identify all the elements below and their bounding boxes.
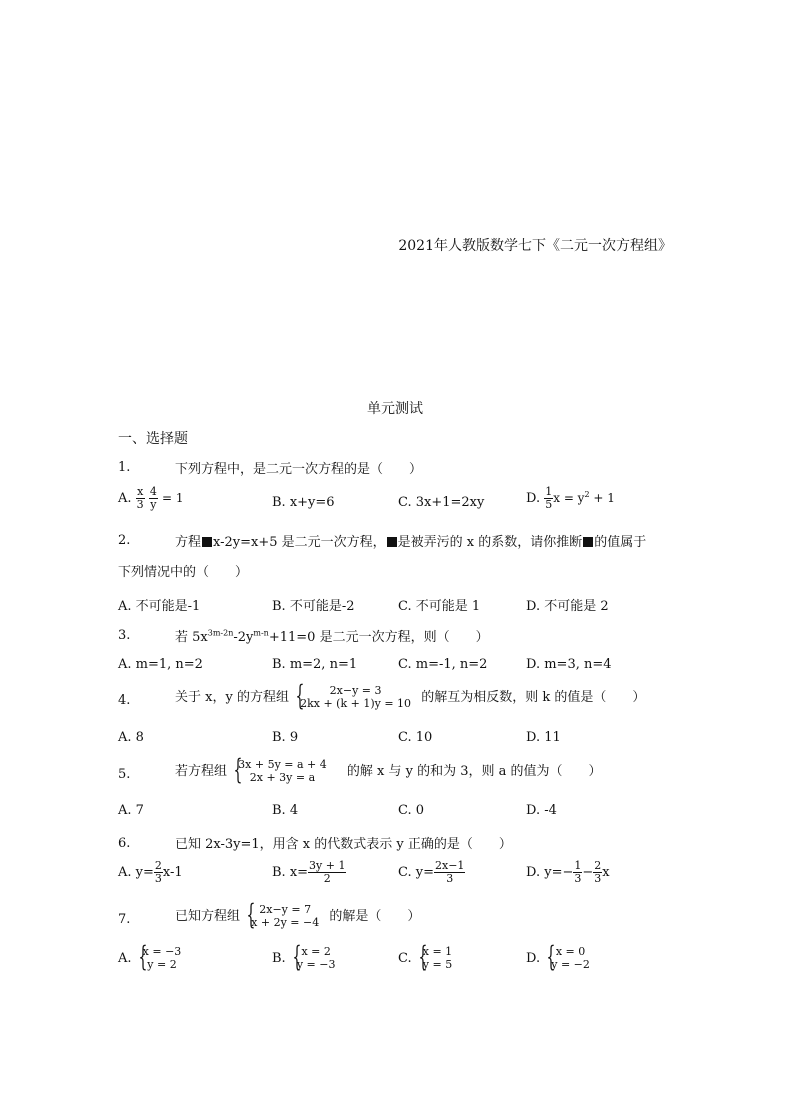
option-c: C. y= $\frac{2x-1}{3}$ [398, 859, 465, 886]
option-b: B. x= $\frac{3y + 1}{2}$ [272, 859, 346, 886]
question-number: 7. [118, 912, 131, 927]
question-stem: 下列方程中，是二元一次方程的是（ ） [175, 462, 423, 477]
option-d: D. 11 [526, 730, 561, 745]
question-number: 2. [118, 533, 131, 548]
option-d: D. y=− $\frac{1}{3}$ − $\frac{2}{3}$ x [526, 859, 610, 886]
option-d: D. -4 [526, 803, 557, 818]
option-b: B. x+y=6 [272, 495, 335, 510]
option-a: A. y= $\frac{2}{3}$ x-1 [118, 859, 183, 886]
option-b: B. 不可能是-2 [272, 599, 355, 614]
question-stem: 若 $5x^{3m-2n}-2y^{m-n}+11=0$ 是二元一次方程，则（ ） [175, 628, 489, 645]
option-d: D. $\frac{1}{5}$ $x = y^2 + 1$ [526, 485, 615, 512]
option-d: D. 不可能是 2 [526, 599, 609, 614]
option-a: A. 不可能是-1 [118, 599, 201, 614]
option-a: A. m=1, n=2 [118, 657, 203, 672]
document-title: 2021年人教版数学七下《二元一次方程组》 [398, 238, 672, 254]
question-stem: 已知 2x-3y=1，用含 x 的代数式表示 y 正确的是（ ） [175, 837, 512, 852]
option-b: B. 4 [272, 803, 299, 818]
option-c: C. 3x+1=2xy [398, 495, 485, 510]
option-c: C. m=-1, n=2 [398, 657, 488, 672]
equation-system: { 2x−y = 7 x + 2y = −4 [244, 904, 319, 929]
option-b: B. 9 [272, 730, 299, 745]
option-b: B. { x = 2 y = −3 [272, 946, 335, 971]
question-number: 6. [118, 836, 131, 851]
option-c: C. { x = 1 y = 5 [398, 946, 452, 971]
question-stem: 若方程组 { 3x + 5y = a + 4 2x + 3y = a 的解 x 与 y 的和为 3，则 a 的值为（ ） [175, 759, 602, 784]
option-a: A. 7 [118, 803, 144, 818]
question-stem-line2: 下列情况中的（ ） [118, 565, 249, 580]
equation-system: { 2x−y = 3 2kx + (k + 1)y = 10 [293, 685, 411, 710]
question-stem: 方程 x-2y=x+5 是二元一次方程， 是被弄污的 x 的系数，请你推断 的值属于 [175, 535, 647, 550]
equation-system: { 3x + 5y = a + 4 2x + 3y = a [231, 759, 327, 784]
question-number: 1. [118, 460, 131, 475]
option-c: C. 0 [398, 803, 425, 818]
section-heading: 一、选择题 [118, 431, 188, 447]
question-stem: 已知方程组 { 2x−y = 7 x + 2y = −4 的解是（ ） [175, 904, 420, 929]
question-number: 5. [118, 767, 131, 782]
option-a: A. $\frac{x}{3}$ $\frac{4}{y}$ = 1 [118, 485, 184, 512]
option-c: C. 10 [398, 730, 433, 745]
option-c: C. 不可能是 1 [398, 599, 481, 614]
blot-square-icon [387, 537, 397, 547]
option-a: A. 8 [118, 730, 144, 745]
option-a: A. { x = −3 y = 2 [118, 946, 181, 971]
option-b: B. m=2, n=1 [272, 657, 358, 672]
question-stem: 关于 x，y 的方程组 { 2x−y = 3 2kx + (k + 1)y = 10 的解互为相反数，则 k 的值是（ ） [175, 685, 645, 710]
option-d: D. { x = 0 y = −2 [526, 946, 590, 971]
question-number: 4. [118, 693, 131, 708]
blot-square-icon [583, 537, 593, 547]
option-d: D. m=3, n=4 [526, 657, 612, 672]
document-subtitle: 单元测试 [367, 401, 423, 417]
blot-square-icon [202, 537, 212, 547]
question-number: 3. [118, 628, 131, 643]
